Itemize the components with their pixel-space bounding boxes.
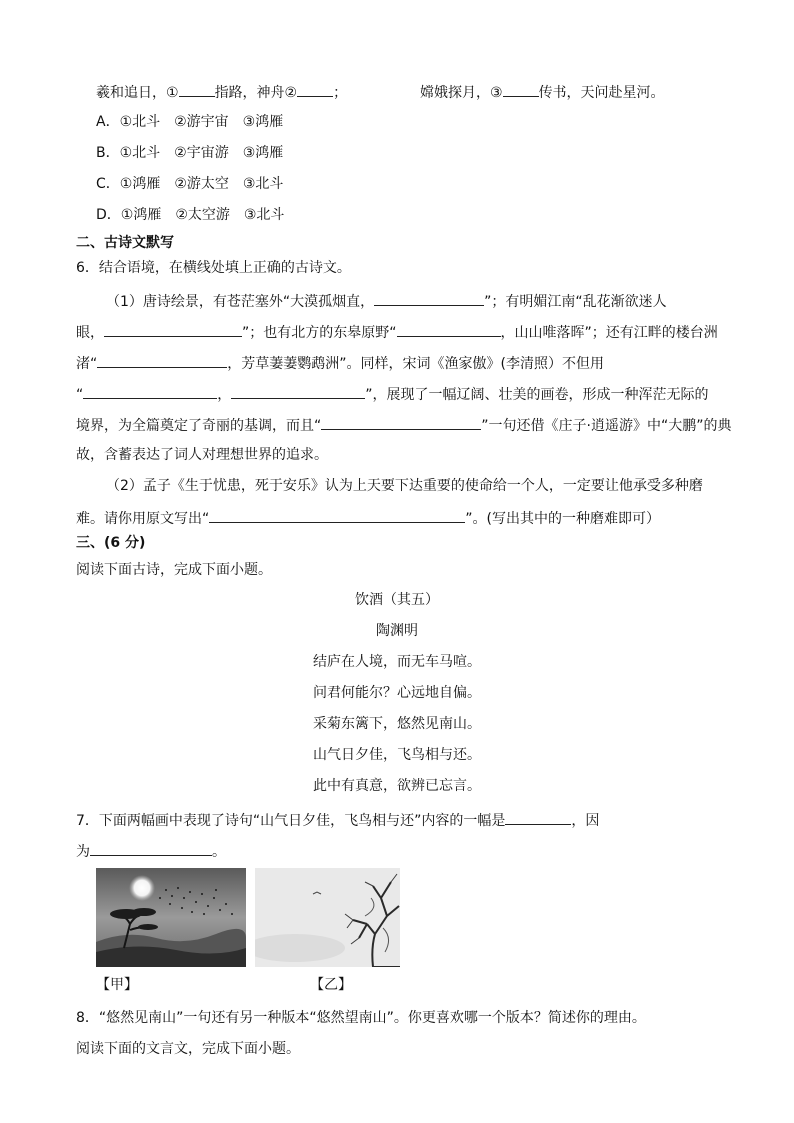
- q5-stem-part-a: 羲和追日，①: [96, 85, 179, 101]
- q7-line-1: [76, 809, 599, 831]
- answer-blank[interactable]: [397, 321, 501, 337]
- sunset-birds-image: [96, 868, 246, 967]
- q5-stem-part-c: ；: [333, 85, 348, 101]
- option-b[interactable]: B．①北斗 ②宇宙游 ③鸿雁: [96, 145, 284, 161]
- answer-blank[interactable]: [505, 809, 571, 825]
- next-section-intro: 阅读下面的文言文，完成下面小题。: [76, 1041, 300, 1057]
- text: 。: [212, 844, 226, 860]
- answer-blank[interactable]: [97, 352, 227, 368]
- text: 眼，: [76, 325, 104, 341]
- painting-yi: [255, 868, 400, 967]
- section-3-title: 三、(6 分): [76, 535, 146, 551]
- q5-stem-part-e: 传书，天问赴星河。: [538, 85, 665, 101]
- text: ，因: [571, 813, 600, 829]
- poem-author: 陶渊明: [376, 623, 418, 639]
- text: ，山山唯落晖”；还有江畔的楼台洲: [500, 325, 718, 341]
- text: 境界，为全篇奠定了奇丽的基调，而且“: [76, 418, 322, 434]
- poem-title: 饮酒（其五）: [355, 592, 439, 608]
- text: ”。(写出其中的一种磨难即可）: [465, 511, 660, 527]
- poem-line-4: 山气日夕佳，飞鸟相与还。: [313, 747, 481, 763]
- q6-line-1: [106, 290, 667, 312]
- q5-stem-right: [420, 81, 665, 103]
- text: （1）唐诗绘景，有苍茫塞外“大漠孤烟直，: [106, 294, 375, 310]
- q6-line-4: [76, 383, 709, 405]
- q6-line-6: 故，含蓄表达了词人对理想世界的追求。: [76, 447, 328, 463]
- poem-line-3: 采菊东篱下，悠然见南山。: [313, 716, 481, 732]
- answer-blank[interactable]: [209, 507, 465, 523]
- image-label-jia: 【甲】: [96, 977, 138, 993]
- q5-stem-part-b: 指路，神舟②: [214, 85, 298, 101]
- q6-line-5: [76, 414, 731, 436]
- poem-line-2: 问君何能尔？心远地自偏。: [313, 685, 481, 701]
- text: ”；也有北方的东皋原野“: [242, 325, 397, 341]
- q5-stem-part-d: 嫦娥探月，③: [420, 85, 503, 101]
- option-a[interactable]: A．①北斗 ②游宇宙 ③鸿雁: [96, 114, 284, 130]
- answer-blank[interactable]: [321, 414, 481, 430]
- q6-line-7: （2）孟子《生于忧患，死于安乐》认为上天要下达重要的使命给一个人，一定要让他承受多种磨: [106, 478, 703, 494]
- answer-blank[interactable]: [503, 81, 539, 97]
- text: ，芳草萋萋鹦鹉洲”。同样，宋词《渔家傲》(李清照）不但用: [227, 356, 604, 372]
- q6-line-3: [76, 352, 604, 374]
- answer-blank[interactable]: [231, 383, 365, 399]
- q6-line-2: [76, 321, 718, 343]
- painting-jia: [96, 868, 246, 967]
- misty-tree-image: [255, 868, 400, 967]
- q7-line-2: [76, 840, 226, 862]
- answer-blank[interactable]: [104, 321, 242, 337]
- answer-blank[interactable]: [90, 840, 212, 856]
- text: 难。请你用原文写出“: [76, 511, 210, 527]
- section-3-intro: 阅读下面古诗，完成下面小题。: [76, 562, 272, 578]
- option-c[interactable]: C．①鸿雁 ②游太空 ③北斗: [96, 176, 284, 192]
- answer-blank[interactable]: [297, 81, 333, 97]
- section-2-title: 二、古诗文默写: [76, 235, 174, 251]
- text: ，: [217, 387, 232, 403]
- q6-line-8: [76, 507, 660, 529]
- answer-blank[interactable]: [374, 290, 484, 306]
- q6-stem: 6．结合语境，在横线处填上正确的古诗文。: [76, 260, 351, 276]
- image-label-yi: 【乙】: [310, 977, 352, 993]
- q8: 8．“悠然见南山”一句还有另一种版本“悠然望南山”。你更喜欢哪一个版本？简述你的理由。: [76, 1010, 646, 1026]
- option-d[interactable]: D．①鸿雁 ②太空游 ③北斗: [96, 207, 285, 223]
- q5-stem: [96, 81, 347, 103]
- poem-line-5: 此中有真意，欲辨已忘言。: [313, 778, 481, 794]
- text: ”一句还借《庄子·逍遥游》中“大鹏”的典: [481, 418, 732, 434]
- text: 7．下面两幅画中表现了诗句“山气日夕佳，飞鸟相与还”内容的一幅是: [76, 813, 506, 829]
- poem-line-1: 结庐在人境，而无车马喧。: [313, 654, 481, 670]
- text: “: [76, 387, 84, 403]
- text: 为: [76, 844, 90, 860]
- answer-blank[interactable]: [179, 81, 215, 97]
- text: ”，展现了一幅辽阔、壮美的画卷，形成一种浑茫无际的: [365, 387, 709, 403]
- text: ”；有明媚江南“乱花渐欲迷人: [484, 294, 667, 310]
- answer-blank[interactable]: [83, 383, 217, 399]
- text: 渚“: [76, 356, 98, 372]
